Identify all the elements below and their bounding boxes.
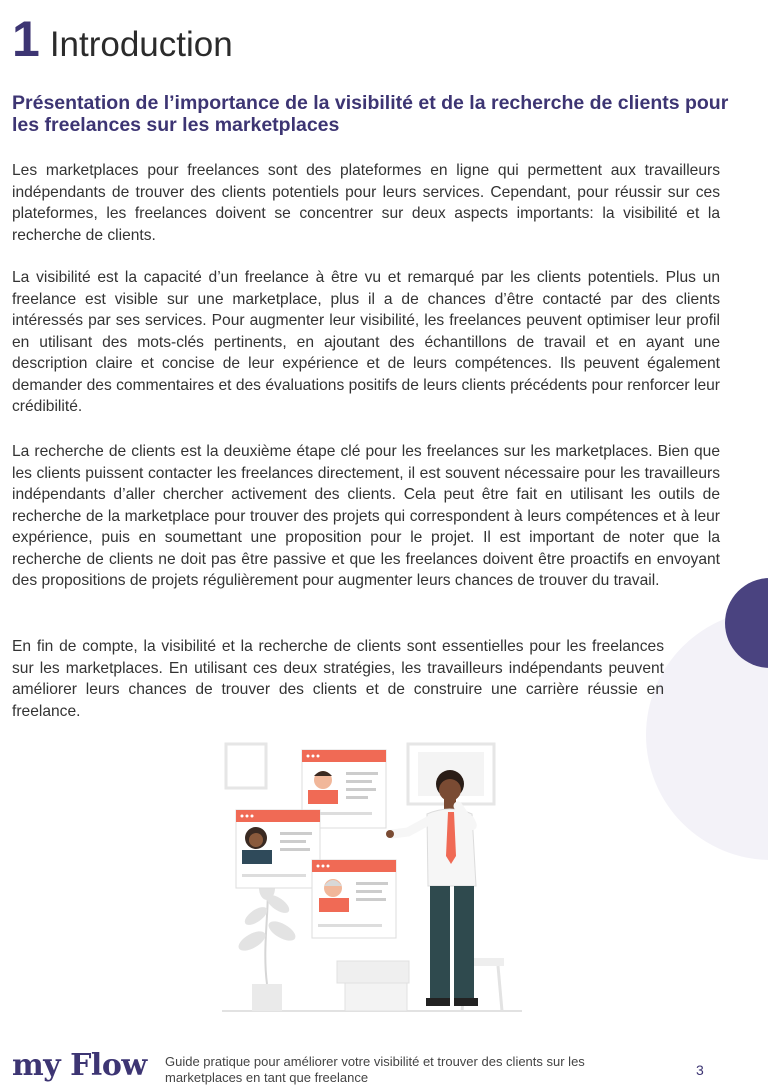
chapter-heading: [12, 11, 233, 74]
paragraph: Les marketplaces pour freelances sont des plateformes en ligne qui permettent aux travailleurs indépendants de trouver des clients potentiels pour leurs services. Cependant, pour réussir sur ces plateformes, les freelances doivent se concentrer sur deux aspects importants: la visibilité et la recherche de clients.: [12, 162, 720, 244]
chapter-title: Introduction: [49, 25, 233, 64]
paragraph: En fin de compte, la visibilité et la recherche de clients sont essentielles pour les freelances sur les marketplaces. En utilisant ces deux stratégies, les travailleurs indépendants peuvent améliorer leurs chances de trouver des clients et de construire une carrière réussie en freelance.: [12, 638, 664, 720]
paragraph: La recherche de clients est la deuxième étape clé pour les freelances sur les marketplaces. Bien que les clients puissent contacter les freelances directement, il est souvent nécessaire pour les travailleurs indépendants d’aller chercher activement des clients. Cela peut être fait en utilisant les outils de recherche de la marketplace pour trouver des projets qui correspondent à leurs compétences et à leur expérience, puis en soumettant une proposition pour le projet. Il est important de noter que la recherche de clients ne doit pas être passive et que les freelances doivent être proactifs en envoyant des propositions de projets régulièrement pour augmenter leurs chances de trouver du travail.: [12, 443, 720, 589]
footer-guide-title: Guide pratique pour améliorer votre visibilité et trouver des clients sur les marketplaces en tant que freelance: [165, 1054, 585, 1085]
profile-card-icon: [312, 860, 396, 938]
paragraph: La visibilité est la capacité d’un freelance à être vu et remarqué par les clients potentiels. Plus un freelance est visible sur une marketplace, plus il a de chances d’être contacté par des clients intéressés par ses services. Pour augmenter leur visibilité, les freelances peuvent optimiser leur profil en utilisant des mots-clés pertinents, en ajoutant des échantillons de travail et en ayant une description claire et concise de leur expérience et de leurs compétences. Ils peuvent également demander des commentaires et des évaluations positifs de leurs clients précédents pour renforcer leur crédibilité.: [12, 269, 720, 415]
brand-logo: my Flow: [12, 1048, 147, 1083]
plant-icon: [236, 876, 299, 1011]
freelancer-illustration: [222, 736, 522, 1026]
profile-card-icon: [236, 810, 320, 888]
chapter-number: 1: [12, 11, 40, 67]
page-number: 3: [696, 1062, 704, 1078]
section-subtitle: Présentation de l’importance de la visibilité et de la recherche de clients pour les freelances sur les marketplaces: [12, 92, 729, 136]
